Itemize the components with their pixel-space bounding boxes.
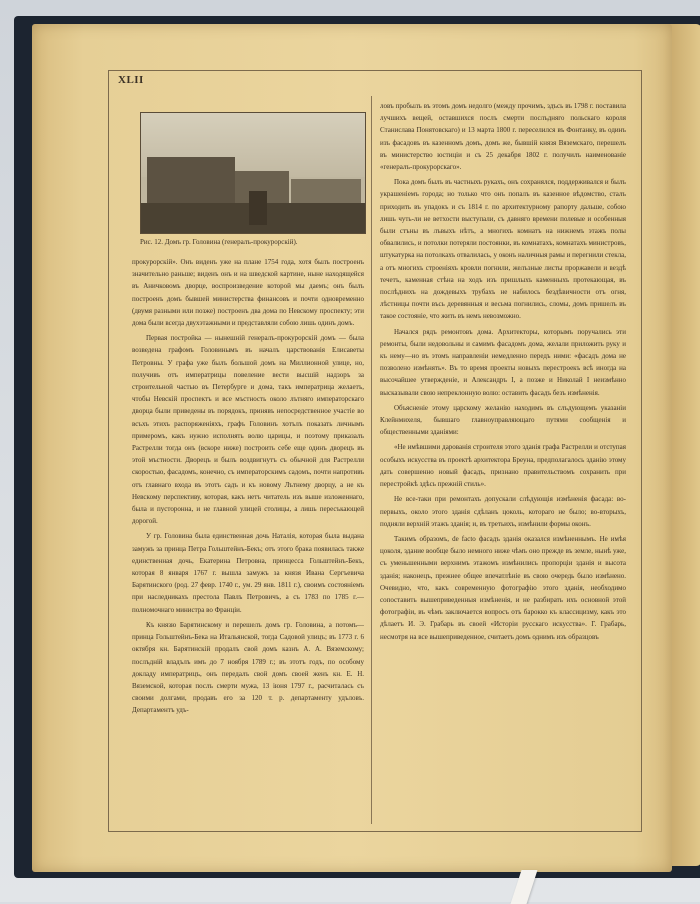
photo-building-far [291, 179, 361, 203]
photo-building-main [147, 157, 235, 207]
left-column-text [132, 256, 364, 818]
paragraph: Объясненіе этому царскому желанію находимъ въ слъдующемъ указаніи Клейнмихеля, бывшаго главноуправляющаго путями сообщенія и общественными зданіями: [380, 403, 626, 437]
paragraph: Не все-таки при ремонтахъ допускали слѣдующія измѣненія фасада: во-первыхъ, около этого зданія сдѣланъ цоколь, котораго не было; во-вторыхъ, подняли верхній этажъ зданія; и, въ третьихъ, измѣнили формы оконъ. [380, 495, 626, 528]
paragraph: «Не имѣвшими дарованія строителя этого зданія графа Растрелли и отступая особыхъ искусства въ проектѣ архитектора Бреуна, предполагалось зданію этому дать совершенно новый фасадъ, признано правительствомъ сохранить при перестройкѣ здѣсь прежній стиль». [380, 443, 626, 489]
paragraph: Такимъ образомъ, de facto фасадъ зданія оказался измѣненнымъ. Не имѣя цоколя, здание вообще было немного ниже чѣмъ оно прежде въ земле, нынѣ уже, съ уменьшенными верхнимъ этажомъ измѣнились пропорціи зданія и высота зданія; наконецъ, прежнее общее впечатлѣніе въ свою очередь было измѣнено. Очевидно, что, какъ современную фотографію этого зданія, необходимо сопоставить вышеприведенныя измѣненія, и не разбирать ихъ основной этой фотографіи, въ чѣмъ заключается вопросъ отъ барокко къ классицизму, какъ это дѣлаетъ И. Э. Грабарь въ своей «Исторіи русскаго искусства». Г. Грабарь, несмотря на все вышеприведенное, считаетъ домъ однимъ изъ образцовъ [380, 534, 626, 641]
photo-chapel [249, 191, 267, 225]
figure-caption: Рис. 12. Домъ гр. Головина (генералъ-прокурорскій). [140, 238, 298, 246]
paragraph: Первая постройка — нынешній генералъ-прокурорскій домъ — была возведена графомъ Головинымъ въ началъ царствованія Елисаветы Петровны. У графа уже былъ большой домъ на Миллионной улице, но, получивъ отъ императрицы повеление вести высшій надзоръ за строительной частью въ Петербурге и дома, такъ императрица желаетъ, чтобы Невскій проспектъ и все мъстность около лътняго императорскаго дворца были приведены въ порядокъ, принявъ непосредственное участіе во всъхъ этихъ распоряженіяхъ, графъ Головинъ хотълъ показать личнымъ примеромъ, какъ нужно исполнять волю царицы, и поэтому приказалъ Растрелли тогда онъ (вскоре ниже) построить себе еще одинъ дворецъ въ этой мъстности. Дворецъ и былъ воздвигнутъ съ обычной для Растрелли скоростью, фасадомъ, конечно, съ императорскимъ садомъ, почти напротивъ отъ главнаго входа въ этотъ садъ и къ новому Лътнему дворцу, а не къ Невскому перспективу, которая, какъ нетъ читатель изъ выше изложеннаго, была и пустороннa, и не главной улицей столицы, а лишь пересъкающей дорогой. [132, 334, 364, 526]
paragraph: У гр. Головина была единственная дочь Наталія, которая была выдана замужъ за принца Петра Гольштейнъ-Бекъ; отъ этого брака появилась также единственная дочь, Екатерина Петровна, принцесса Гольштейнъ-Бекъ, которая 8 января 1767 г. вышла замужъ за князя Ивана Сергъевича Барятинского (род. 27 февр. 1740 г., ум. 29 янв. 1811 г.), своимъ состоянiемъ при наследникахъ престола Павлъ Петровичъ, а съ 1783 по 1785 г.—полномочнаго министра во Францiи. [132, 532, 364, 614]
paragraph: Начался рядъ ремонтовъ дома. Архитекторы, которымъ поручались эти ремонты, были недовольны и самимъ фасадомъ дома, желали приложить руку и къ нему—но въ этомъ направленіи немедленно передъ ними: «фасадъ дома не позволено измѣнять». Въ то время проекты новыхъ перестроекъ всѣ иногда на высочайшее утвержденіе, и Александръ I, а позже и Николай I неизмѣнно высказывали свою непреклонную волю: оставить фасадъ безъ измѣненія. [380, 327, 626, 397]
paragraph: Къ князю Барятинскому и перешелъ домъ гр. Головина, а потомъ—принца Гольштейнъ-Бека на Итальянской, тогда Садовой улицъ; въ 1773 г. 6 октября кн. Барятинскій продалъ свой домъ казнъ А. А. Вяземскому; послъдній владълъ имъ до 7 ноября 1789 г.; въ этотъ годъ, по особому докладу императрицъ, онъ передалъ свой домъ своей женъ кн. Е. Н. Вяземской, которая послъ смерти мужа, 13 iюня 1797 г., расчиталась съ своими долгами, продавъ его за 120 т. р. департаменту удъловъ. Департаментъ удъ- [132, 620, 364, 715]
page-number: XLII [118, 74, 144, 86]
page-edge [668, 24, 700, 866]
column-divider [371, 96, 372, 824]
paragraph: ловъ пробылъ въ этомъ домъ недолго (между прочимъ, здъсь въ 1798 г. поставила лучшихъ вещей, оставшихся послъ смерти послъдняго польскаго короля Станислава Понятовскаго) и 13 марта 1800 г. переселился въ Фонтанку, въ одинъ изъ фасадовъ въ казенномъ домъ, домъ же, бывшій князя Вяземскаго, перешелъ въ министерство юстиціи и съ 25 декабря 1802 г. получилъ наименованіе «генералъ-прокурорскаго». [380, 102, 626, 172]
figure-photo [140, 112, 366, 234]
paragraph: Пока домъ былъ въ частныхъ рукахъ, онъ сохранялся, поддерживался и былъ украшеніемъ города; но только что онъ попалъ въ казенное вѣдомство, сталъ приходить въ упадокъ и съ 1814 г. по архитектурному рапорту дальше, собою лишь чуть-ли не ветхости выступали, съ давняго времени полевые и особенныя были стъны въ лъвыхъ нѣтъ, а многихъ комнатъ на нижнемъ этажъ полы обвалились, и потолки потеряли постоянки, въ комнатахъ, комнатахъ министровъ, штукатурка на потолкахъ отвалилась, у оконъ наличныя рамы и перегнили стекла, а отъ многихъ строеніяхъ кровли погнили, желъзные листы проржавели и вездѣ течетъ, каменная стѣна на ходъ изъ пришлыхъ каменныхъ протекающая, въ послѣднихъ на дождевыхъ трубахъ не набилось бездѣвичности отъ огня, лѣстницы почти въсь деревянныя и весьма погнились, сломы, домъ пришелъ въ такое состояніе, что жить въ немъ невозможно. [380, 178, 626, 321]
right-column-text [380, 100, 626, 820]
paragraph: прокурорскій». Онъ виденъ уже на плане 1754 года, хотя былъ построенъ значительно раньше; виденъ онъ и на шведской картине, ныне находящейся въ Аничковомъ дворце, воспроизведение которой мы даемъ; онъ былъ построенъ домъ бывшей министерства финансовъ и почти одновременно (двумя разными или позже) построенъ два дома по Невскому проспекту; эти дома были всегда двухэтажными и представляли собою лишь одинъ домъ. [132, 258, 364, 328]
